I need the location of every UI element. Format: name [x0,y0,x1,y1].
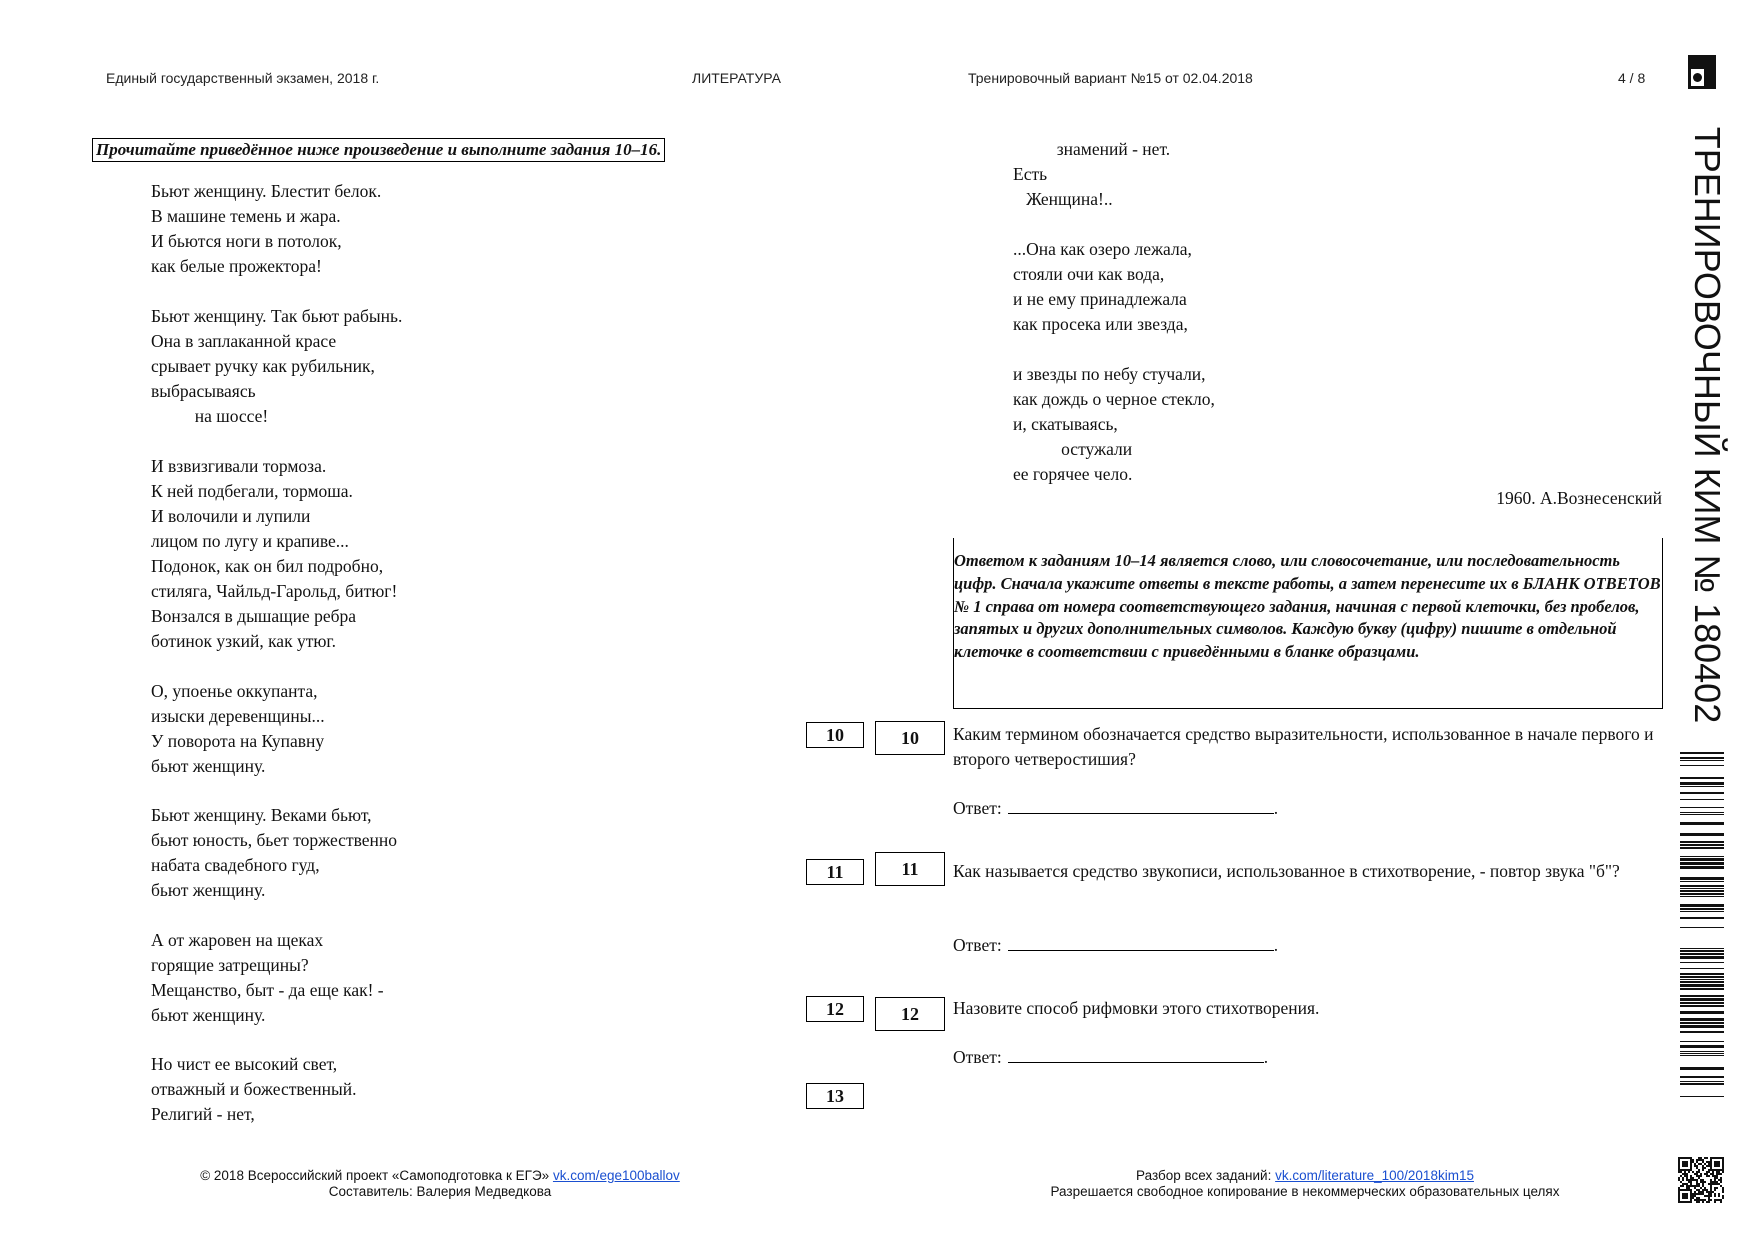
poem-stanza: Но чист ее высокий свет, отважный и божественный. Религий - нет, [151,1054,357,1124]
answer-blank[interactable] [1008,935,1274,951]
poem-stanza: Бьют женщину. Блестит белок. В машине темень и жара. И бьются ноги в потолок, как белые прожектора! [151,181,382,276]
task-question: Как называется средство звукописи, использованное в стихотворение, - повтор звука "б"? [953,861,1620,881]
side-title [1672,126,1742,724]
footer-license: Разрешается свободное копирование в некоммерческих образовательных целях [1050,1184,1560,1199]
footer-right [1000,1168,1610,1200]
answer-instructions-text: Ответом к заданиям 10–14 является слово, или словосочетание, или последовательность цифр. Сначала укажите ответы в тексте работы, а затем перенесите их в БЛАНК ОТВЕТОВ № 1 справа от номера соответствующего задания, начиная с первой клеточки, без пробелов, запятых и других дополнительных символов. Каждую букву (цифру) пишите в отдельной клеточке в соответствии с приведёнными в бланке образцами. [954,551,1661,662]
poem-stanza: Бьют женщину. Веками бьют, бьют юность, бьет торжественно набата свадебного гуд, бьют женщину. [151,805,397,900]
footer-analysis-link[interactable]: vk.com/literature_100/2018kim15 [1275,1168,1474,1183]
answer-label: Ответ: [953,1047,1002,1067]
answer-line: Ответ: . [953,798,1279,818]
task-number-box: 11 [806,859,864,885]
answer-instructions-box [953,538,1663,709]
answer-form-number-box: 11 [875,852,945,886]
poem-stanza: и звезды по небу стучали, как дождь о черное стекло, и, скатываясь, остужали ее горячее чело. [1013,364,1215,484]
poem-stanza: А от жаровен на щеках горящие затрещины? Мещанство, быт - да еще как! - бьют женщину. [151,930,384,1025]
task-number-box: 10 [806,722,864,748]
qr-code-icon [1678,1157,1724,1203]
task-question: Каким термином обозначается средство выразительности, использованное в начале первого и второго четверостишия? [953,724,1654,769]
answer-label: Ответ: [953,798,1002,818]
task-number-box: 13 [806,1083,864,1109]
footer-copyright: © 2018 Всероссийский проект «Самоподготовка к ЕГЭ» [200,1168,550,1183]
barcode-icon [1680,752,1724,1102]
header-subject: ЛИТЕРАТУРА [692,70,781,86]
exam-logo-icon [1688,55,1716,89]
answer-blank[interactable] [1008,798,1274,814]
answer-line: Ответ: . [953,1047,1269,1067]
header-page-number: 4 / 8 [1618,70,1646,86]
poem-stanza: Бьют женщину. Так бьют рабынь. Она в заплаканной красе срывает ручку как рубильник, выбрасываясь на шоссе! [151,306,403,426]
footer-author: Составитель: Валерия Медведкова [328,1184,552,1199]
poem-stanza: И взвизгивали тормоза. К ней подбегали, тормоша. И волочили и лупили лицом по лугу и крапиве... Подонок, как он бил подробно, стиляга, Чайльд-Гарольд, битюг! Вонзался в дышащие ребра ботинок узкий, как утюг. [151,456,398,651]
task-number-box: 12 [806,996,864,1022]
answer-form-number-box: 12 [875,997,945,1031]
side-title-text: ТРЕНИРОВОЧНЫЙ КИМ № 180402 [1687,126,1728,724]
answer-line: Ответ: . [953,935,1279,955]
answer-label: Ответ: [953,935,1002,955]
header-exam-title: Единый государственный экзамен, 2018 г. [106,70,380,86]
poem-stanza: О, упоенье оккупанта, изыски деревенщины... У поворота на Купавну бьют женщину. [151,681,325,776]
footer-left [160,1168,720,1200]
header-variant: Тренировочный вариант №15 от 02.04.2018 [968,70,1253,86]
poem-stanza: ...Она как озеро лежала, стояли очи как вода, и не ему принадлежала как просека или звезда, [1013,239,1192,334]
footer-vk-link[interactable]: vk.com/ege100ballov [552,1168,680,1183]
poem-author: 1960. А.Вознесенский [1496,488,1662,508]
reading-instruction: Прочитайте приведённое ниже произведение и выполните задания 10–16. [92,138,665,162]
answer-blank[interactable] [1008,1047,1264,1063]
task-question: Назовите способ рифмовки этого стихотворения. [953,998,1320,1018]
footer-analysis-label: Разбор всех заданий: [1136,1168,1272,1183]
answer-form-number-box: 10 [875,721,945,755]
poem-stanza: знамений - нет. Есть Женщина!.. [1013,139,1171,209]
